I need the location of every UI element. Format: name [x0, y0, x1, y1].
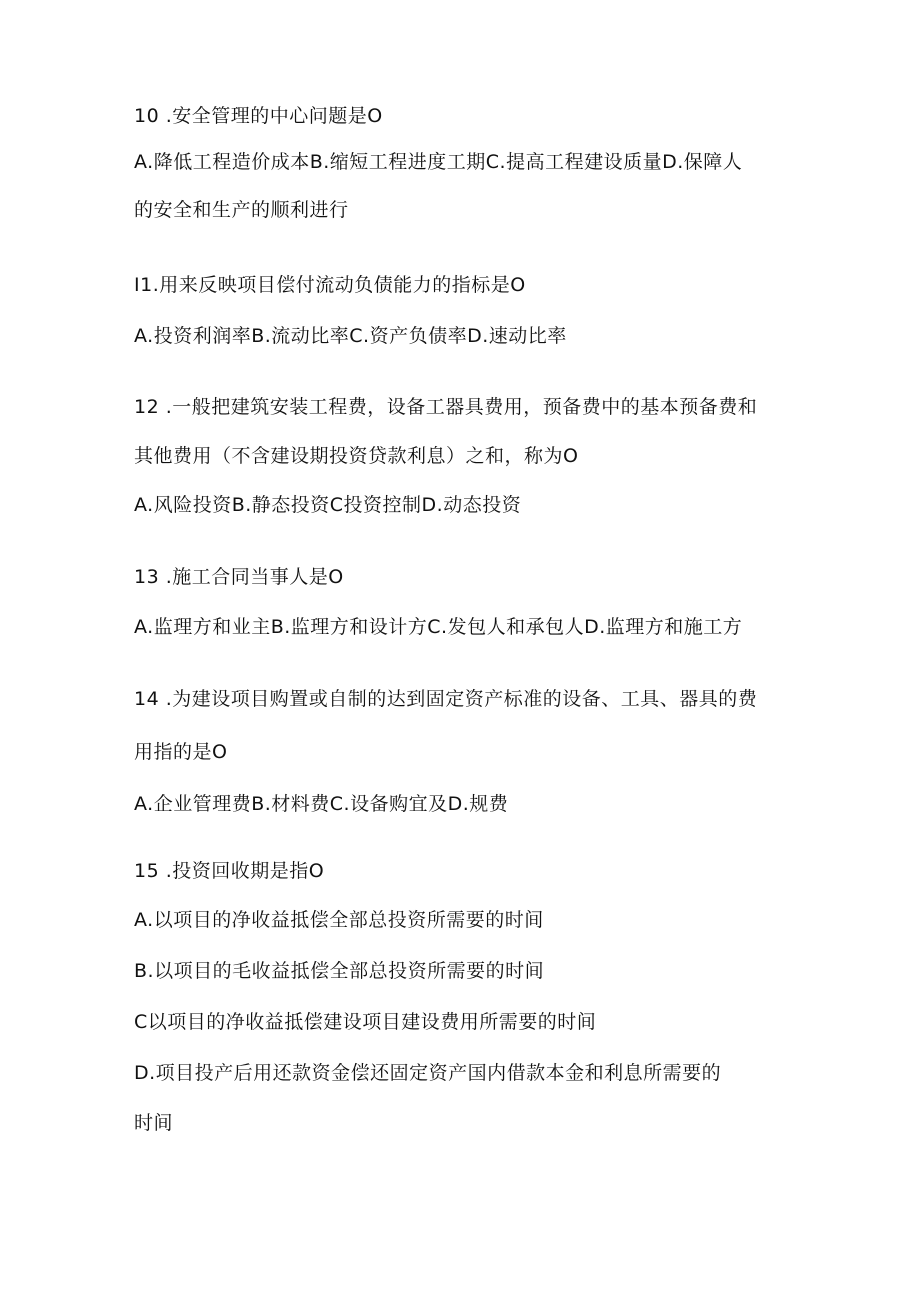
question-14-stem-continued: 用指的是O: [134, 741, 228, 763]
question-11-options: A.投资利润率B.流动比率C.资产负债率D.速动比率: [134, 325, 567, 347]
question-15-option-d: D.项目投产后用还款资金偿还固定资产国内借款本金和利息所需要的: [134, 1062, 722, 1084]
question-10-options-continued: 的安全和生产的顺利进行: [134, 199, 349, 221]
question-15-option-a: A.以项目的净收益抵偿全部总投资所需要的时间: [134, 909, 544, 931]
question-15-stem: 15 .投资回收期是指O: [134, 860, 325, 882]
question-12-stem: 12 .一般把建筑安装工程费，设备工器具费用，预备费中的基本预备费和: [134, 396, 758, 418]
question-14-options: A.企业管理费B.材料费C.设备购宜及D.规费: [134, 793, 509, 815]
question-15-option-c: C以项目的净收益抵偿建设项目建设费用所需要的时间: [134, 1011, 597, 1033]
question-11-stem: I1.用来反映项目偿付流动负债能力的指标是O: [134, 274, 526, 296]
question-12-stem-continued: 其他费用（不含建设期投资贷款利息）之和，称为O: [134, 445, 579, 467]
question-12-options: A.风险投资B.静态投资C投资控制D.动态投资: [134, 494, 522, 516]
question-15-option-b: B.以项目的毛收益抵偿全部总投资所需要的时间: [134, 960, 545, 982]
question-10-stem: 10 .安全管理的中心问题是O: [134, 105, 383, 127]
question-13-stem: 13 .施工合同当事人是O: [134, 566, 344, 588]
question-15-option-d-continued: 时间: [134, 1112, 174, 1134]
question-13-options: A.监理方和业主B.监理方和设计方C.发包人和承包人D.监理方和施工方: [134, 616, 743, 638]
question-14-stem: 14 .为建设项目购置或自制的达到固定资产标准的设备、工具、器具的费: [134, 688, 758, 710]
question-10-options: A.降低工程造价成本B.缩短工程进度工期C.提高工程建设质量D.保障人: [134, 151, 743, 173]
